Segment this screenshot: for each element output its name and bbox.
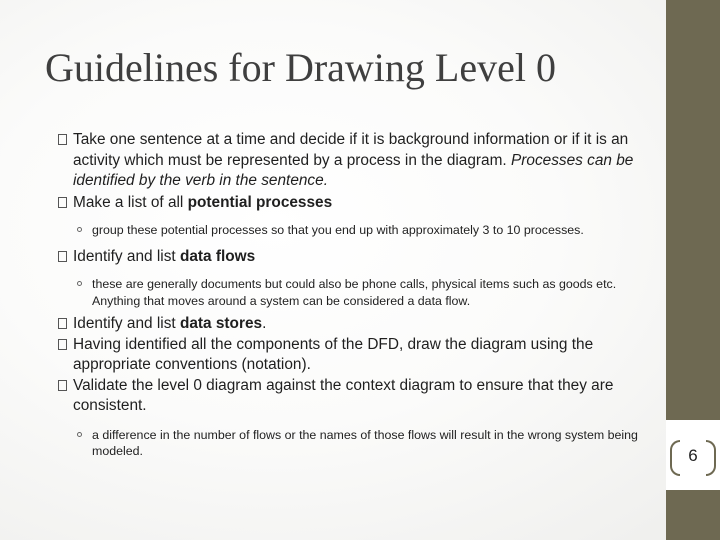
bullet-text: Validate the level 0 diagram against the context diagram to ensure that they are consistent. xyxy=(73,376,614,414)
bullet-item xyxy=(58,130,638,192)
bullet-text: Make a list of all xyxy=(73,193,188,211)
sub-bullet-text: a difference in the number of flows or the names of those flows will result in the wrong system being modeled. xyxy=(92,427,638,458)
sub-bullet-text: these are generally documents but could also be phone calls, physical items such as goods etc. Anything that moves around a system can be considered a data flow. xyxy=(92,277,617,308)
circle-bullet-icon xyxy=(77,227,82,232)
circle-bullet-icon xyxy=(77,432,82,437)
bullet-bold-text: data stores xyxy=(179,315,263,332)
square-bullet-icon xyxy=(58,134,67,145)
square-bullet-icon xyxy=(58,339,67,350)
sub-bullet-text: group these potential processes so that you end up with approximately 3 to 10 processes. xyxy=(92,223,584,237)
bullet-item xyxy=(58,335,638,376)
sub-bullet-item xyxy=(58,427,638,460)
square-bullet-icon xyxy=(58,380,67,391)
sub-bullet-item xyxy=(58,276,638,309)
sub-bullet-item xyxy=(58,222,638,239)
slide-body xyxy=(58,130,638,460)
bullet-item xyxy=(58,314,638,335)
bullet-text: Identify and list xyxy=(73,247,180,265)
square-bullet-icon xyxy=(58,251,67,262)
bullet-text: Having identified all the components of the DFD, draw the diagram using the appropriate conventions (notation). xyxy=(73,335,594,373)
square-bullet-icon xyxy=(58,318,67,329)
bullet-bold-text: data flows xyxy=(179,247,256,265)
bullet-text-end: . xyxy=(262,315,267,332)
bullet-bold-text: potential processes xyxy=(187,193,333,211)
square-bullet-icon xyxy=(58,197,67,208)
bullet-italic-text: Processes can be identified by the verb in the sentence. xyxy=(73,151,634,189)
bullet-item xyxy=(58,376,638,417)
bullet-text: Identify and list xyxy=(73,315,180,332)
slide-title: Guidelines for Drawing Level 0 xyxy=(45,45,556,90)
circle-bullet-icon xyxy=(77,281,82,286)
page-number: 6 xyxy=(688,446,698,465)
bullet-text: Take one sentence at a time and decide if it is background information or if it is an activity which must be represented by a process in the diagram. xyxy=(73,131,629,169)
bullet-item xyxy=(58,247,638,268)
bullet-item xyxy=(58,193,638,214)
